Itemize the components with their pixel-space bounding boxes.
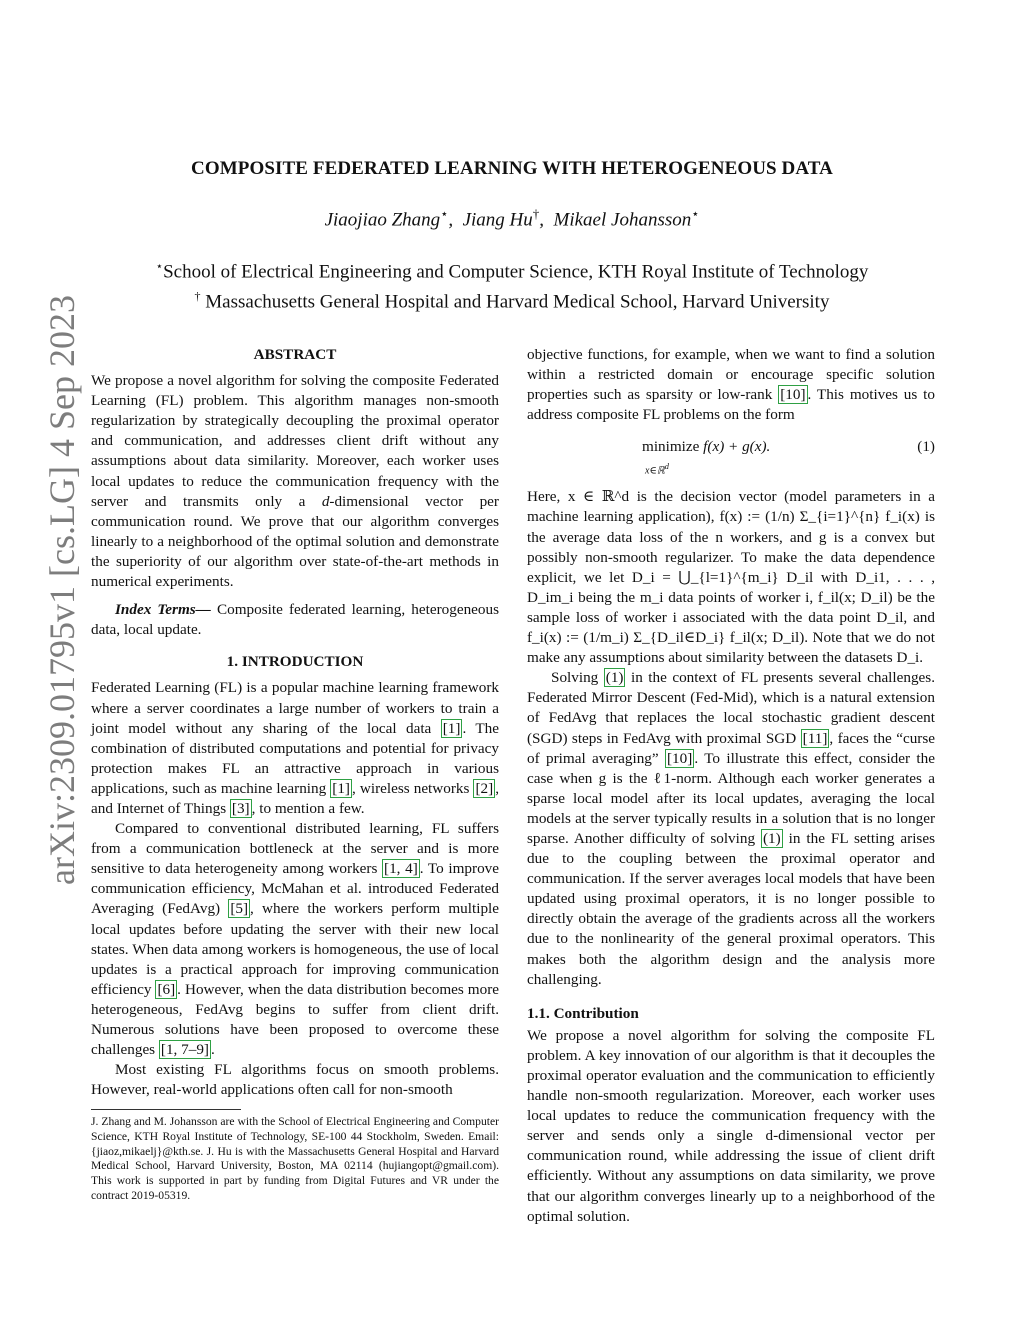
equation-number: (1)	[917, 438, 935, 456]
paper-title: COMPOSITE FEDERATED LEARNING WITH HETEROGENEOUS DATA	[191, 158, 833, 179]
affil-mark: ⋆	[440, 206, 449, 221]
intro-paragraph-1: Federated Learning (FL) is a popular machine learning framework where a server coordinates a large number of workers to train a joint model without any sharing of the local data [1] . The combination of distributed computations and potential for privacy protection makes FL an attractive approach in various applications, such as machine learning [1] , wireless networks [2] , and Internet of Things [3] , to mention a few.	[91, 679, 499, 817]
citation-link[interactable]: [5]	[230, 900, 249, 918]
affiliations	[0, 254, 1024, 315]
left-column	[91, 345, 499, 1100]
equation-subscript: x∈ℝ$^d$	[645, 462, 669, 477]
citation-link[interactable]: [1, 7–9]	[160, 1041, 209, 1059]
footnote: J. Zhang and M. Johansson are with the School of Electrical Engineering and Computer Science, KTH Royal Institute of Technology, SE-100 44 Stockholm, Sweden. Email: {jiaoz,mikaelj}@kth.se. J. Hu is with the Massachusetts General Hospital and Harvard Medical School, Harvard University, Boston, MA 02114 (hujiangopt@gmail.com). This work is supported in part by funding from Digital Futures and VR under the contract 2019-05319.	[91, 1115, 499, 1202]
citation-link[interactable]: [3]	[231, 799, 250, 817]
intro-paragraph-3-continued: objective functions, for example, when we want to find a solution within a restricted domain or encourage specific solution properties such as sparsity or low-rank [10] . This motives us to address composite FL problems on the form	[527, 346, 935, 424]
affil-mark: ⋆	[691, 206, 700, 221]
definitions-paragraph: Here, x ∈ ℝ^d is the decision vector (model parameters in a machine learning application), f(x) := (1/n) Σ_{i=1}^{n} f_i(x) is the average data loss of the n workers, and g is a convex but possibly non-smooth regularizer. To make the data dependence explicit, we let D_i = ⋃_{l=1}^{m_i} D_il with D_i1, . . . , D_im_i being the m_i data points of worker i, f_il(x; D_il) be the sample loss of worker i associated with the data point D_il, and f_i(x) := (1/m_i) Σ_{D_il∈D_i} f_il(x; D_il). Note that we do not make any assumptions about similarity between the datasets D_i.	[527, 488, 935, 667]
author-3: Mikael Johansson	[553, 209, 692, 231]
citation-link[interactable]: [11]	[802, 729, 828, 747]
challenges-paragraph: Solving (1) in the context of FL presents several challenges. Federated Mirror Descent (Fed-Mid), which is a natural extension of FedAvg that replaces the local stochastic gradient descent (SGD) steps in FedAvg with proximal SGD [11] , faces the “curse of primal averaging” [10] . To illustrate this effect, consider the case when g is the ℓ1-norm. Although each worker generates a sparse local model after its local updates, averaging the local models at the server typically results in a solution that is no longer sparse. Another difficulty of solving (1) in the FL setting arises due to the coupling between the proximal operator and communication. If the server averages local models that have been updated using proximal operators, it is no longer possible to directly obtain the average of the gradients across all the workers due to the nonlinearity of the general proximal operators. This makes both the algorithm design and the analysis more challenging.	[527, 669, 936, 988]
section-heading-introduction: 1. INTRODUCTION	[226, 653, 364, 671]
citation-link[interactable]: [2]	[475, 779, 494, 797]
affil-mark: †	[532, 206, 540, 221]
abstract-heading: ABSTRACT	[253, 346, 337, 363]
equation-1	[527, 433, 935, 475]
citation-link[interactable]: [10]	[780, 386, 806, 404]
intro-paragraph-2: Compared to conventional distributed learning, FL suffers from a communication bottleneck at the server and is more sensitive to data heterogeneity among workers [1, 4] . To improve communication efficiency, McMahan et al. introduced Federated Averaging (FedAvg) [5] , where the workers perform multiple local updates before updating the server with their new local states. When data among workers is homogeneous, the use of local updates is a practical approach for improving communication efficiency [6] . However, when the data distribution becomes more heterogeneous, FedAvg begins to suffer from client drift. Numerous solutions have been proposed to overcome these challenges [1, 7–9] .	[91, 820, 499, 1059]
abstract-text: We propose a novel algorithm for solving the composite Federated Learning (FL) problem. This algorithm manages non-smooth regularization by strategically decoupling the proximal operator and communication, and addresses client drift without any assumptions about data similarity. Moreover, each worker uses local updates to reduce the communication frequency with the server and transmits only a d-dimensional vector per communication round. We prove that our algorithm converges linearly to a neighborhood of the optimal solution and demonstrate the superiority of our algorithm over state-of-the-art methods in numerical experiments.	[91, 372, 499, 591]
index-terms: Index Terms— Composite federated learning, heterogeneous data, local update.	[91, 601, 499, 639]
contribution-paragraph: We propose a novel algorithm for solving the composite FL problem. A key innovation of our algorithm is that it decouples the proximal operator evaluation and the communication to efficiently handle non-smooth regularization. Moreover, each worker uses local updates to reduce the communication frequency with the server and sends only a single d-dimensional vector per communication round, while addressing the issue of client drift efficiently. Without any assumptions on data similarity, we prove that our algorithm converges linearly up to a neighborhood of the optimal solution.	[527, 1026, 935, 1225]
equation-body: minimize f(x) + g(x).	[642, 438, 771, 456]
citation-link[interactable]: [10]	[667, 749, 693, 767]
subsection-heading-contribution: 1.1. Contribution	[527, 1004, 639, 1022]
citation-link[interactable]: [1]	[332, 779, 350, 797]
equation-reference-link[interactable]: (1)	[605, 669, 624, 687]
footnote-rule	[91, 1109, 241, 1110]
citation-link[interactable]: [1]	[442, 719, 461, 737]
intro-paragraph-3: Most existing FL algorithms focus on smooth problems. However, real-world applications often call for non-smooth	[91, 1061, 499, 1099]
right-column	[527, 345, 935, 1227]
affiliation-1: ⋆School of Electrical Engineering and Computer Science, KTH Royal Institute of Technology	[155, 259, 869, 283]
arxiv-identifier[interactable]: arXiv:2309.01795v1 [cs.LG] 4 Sep 2023	[42, 295, 82, 885]
equation-reference-link[interactable]: (1)	[762, 829, 781, 847]
author-list: Jiaojiao Zhang⋆, Jiang Hu†, Mikael Johansson⋆	[324, 206, 700, 231]
citation-link[interactable]: [1, 4]	[384, 860, 418, 878]
author-2: Jiang Hu	[462, 209, 533, 231]
affiliation-2: † Massachusetts General Hospital and Harvard Medical School, Harvard University	[194, 289, 830, 313]
author-1: Jiaojiao Zhang	[324, 209, 441, 231]
citation-link[interactable]: [6]	[157, 980, 176, 998]
